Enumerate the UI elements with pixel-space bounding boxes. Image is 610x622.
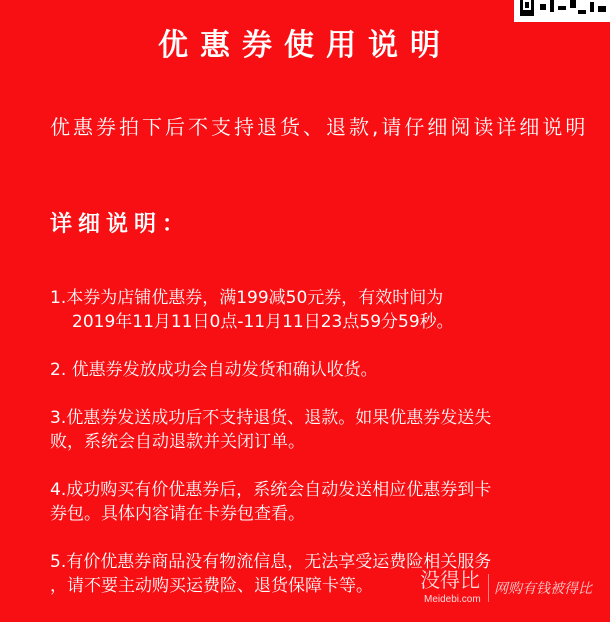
list-item xyxy=(50,358,600,382)
watermark-slogan: 网购有钱被得比 xyxy=(494,581,592,597)
watermark-brand: 没得比 xyxy=(420,568,480,592)
item-line: 败，系统会自动退款并关闭订单。 xyxy=(50,432,305,452)
qr-code xyxy=(514,0,610,22)
page-title: 优惠券使用说明 xyxy=(158,28,452,63)
item-line: 3.优惠券发送成功后不支持退货、退款。如果优惠券发送失 xyxy=(50,408,492,428)
section-title: 详细说明： xyxy=(50,212,191,237)
watermark xyxy=(420,568,610,608)
watermark-domain: Meidebi.com xyxy=(424,594,481,605)
item-line: 4.成功购买有价优惠券后，系统会自动发送相应优惠券到卡 xyxy=(50,480,492,500)
intro-text: 优惠券拍下后不支持退货、退款,请仔细阅读详细说明 xyxy=(50,115,589,139)
item-line: 券包。具体内容请在卡券包查看。 xyxy=(50,504,305,524)
item-line: 5.有价优惠券商品没有物流信息，无法享受运费险相关服务 xyxy=(50,552,492,572)
list-item xyxy=(50,478,600,526)
item-line: 1.本券为店铺优惠券，满199减50元券，有效时间为 xyxy=(50,288,444,308)
item-line: ，请不要主动购买运费险、退货保障卡等。 xyxy=(50,576,373,596)
list-item xyxy=(50,286,600,334)
item-line: 2. 优惠券发放成功会自动发货和确认收货。 xyxy=(50,360,378,380)
list-item xyxy=(50,406,600,454)
watermark-divider xyxy=(488,574,489,602)
item-line: 2019年11月11日0点-11月11日23点59分59秒。 xyxy=(72,312,454,332)
